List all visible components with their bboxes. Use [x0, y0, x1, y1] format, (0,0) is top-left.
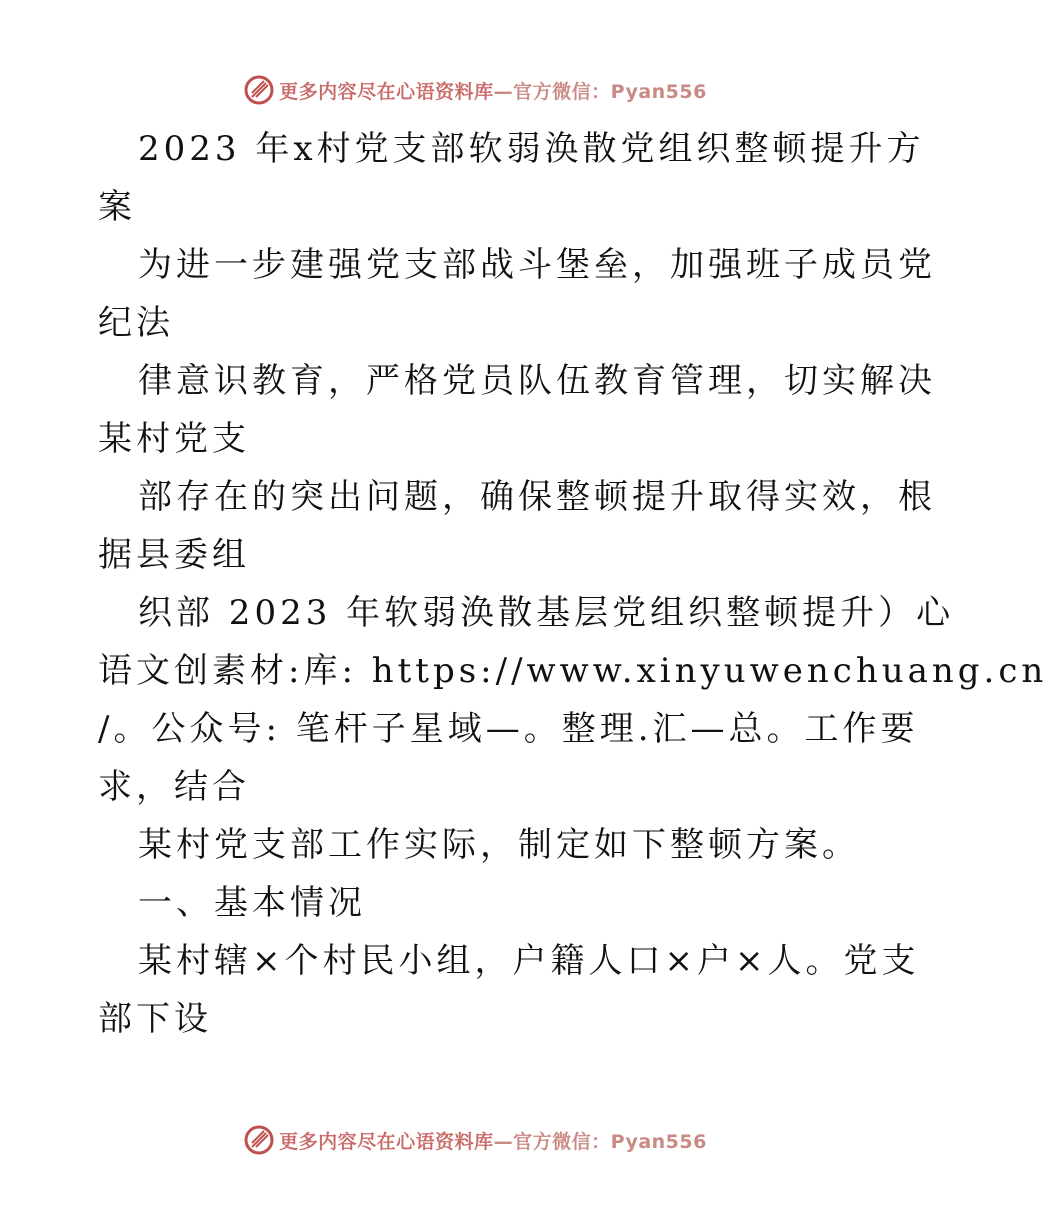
section-heading: 一、基本情况: [138, 883, 366, 923]
banner-wechat-text: —官方微信：Pyan556: [493, 80, 707, 103]
paragraph-line: 纪法: [98, 303, 174, 343]
quill-logo-icon: [243, 74, 275, 106]
banner-wechat-text: —官方微信：Pyan556: [493, 1130, 707, 1153]
footer-watermark-banner: [0, 1120, 950, 1160]
paragraph-line: 部存在的突出问题，确保整顿提升取得实效，根: [138, 477, 936, 517]
paragraph-line: 律意识教育，严格党员队伍教育管理，切实解决: [138, 361, 936, 401]
banner-lead-text: 更多内容尽在心语资料库: [279, 1130, 494, 1153]
quill-logo-icon: [243, 1124, 275, 1156]
paragraph-line: 为进一步建强党支部战斗堡垒，加强班子成员党: [138, 245, 936, 285]
paragraph-line: 织部 2023 年软弱涣散基层党组织整顿提升）心: [138, 593, 955, 633]
paragraph-line: 求，结合: [98, 767, 250, 807]
paragraph-line: 某村辖×个村民小组，户籍人口×户×人。党支: [138, 941, 920, 981]
paragraph-line: 某村党支部工作实际，制定如下整顿方案。: [138, 825, 860, 865]
paragraph-line: 某村党支: [98, 419, 250, 459]
paragraph-line: 语文创素材:库: https://www.xinyuwenchuang.cn: [98, 651, 1047, 691]
header-watermark-banner: [0, 70, 950, 110]
paragraph-line: 部下设: [98, 999, 212, 1039]
doc-title-line: 案: [98, 187, 136, 227]
banner-lead-text: 更多内容尽在心语资料库: [279, 80, 494, 103]
doc-title-line: 2023 年x村党支部软弱涣散党组织整顿提升方: [138, 129, 925, 169]
paragraph-line: /。公众号: 笔杆子星域—。整理.汇—总。工作要: [98, 709, 919, 749]
paragraph-line: 据县委组: [98, 535, 250, 575]
document-body: [98, 120, 1047, 1048]
